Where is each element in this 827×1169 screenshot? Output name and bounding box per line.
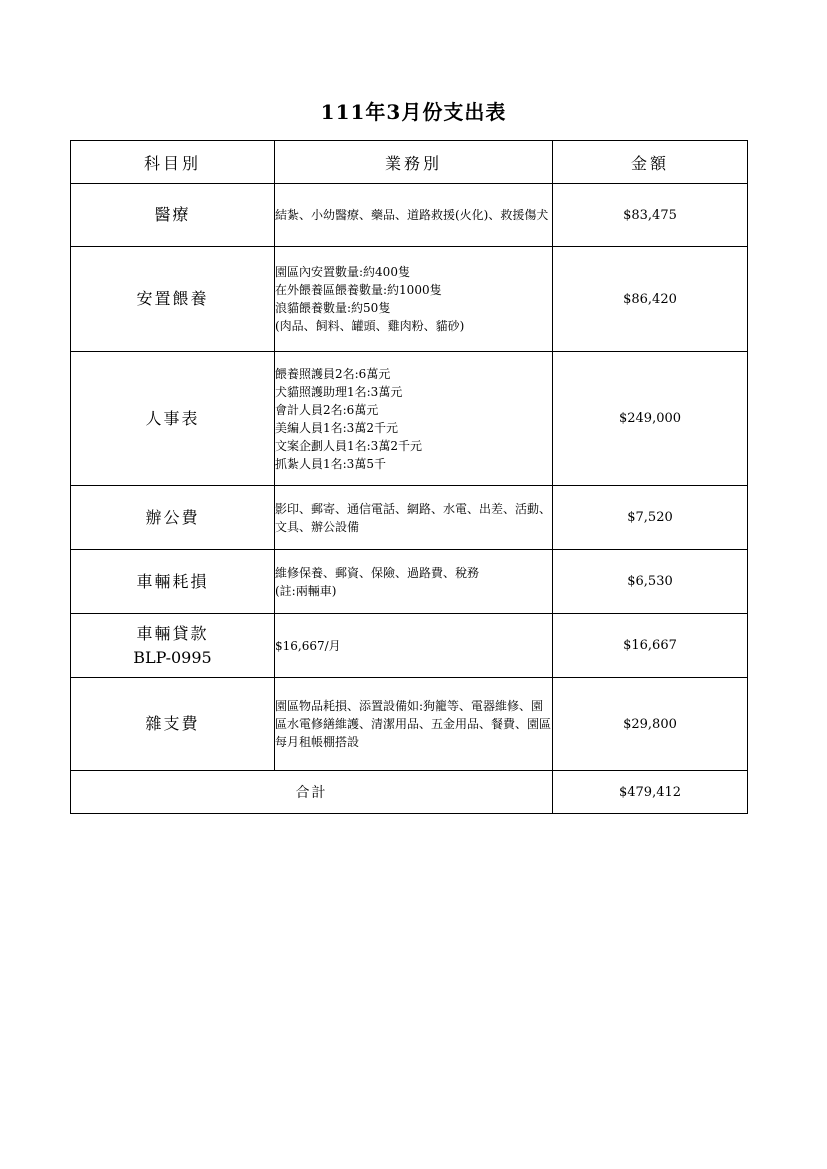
row-category: 醫療 <box>71 184 275 247</box>
page-title: 111年3月份支出表 <box>320 100 507 124</box>
expense-table <box>70 140 748 814</box>
row-amount: $16,667 <box>553 614 748 678</box>
header-amount: 金額 <box>553 141 748 184</box>
total-label: 合計 <box>71 771 553 814</box>
row-category: 辦公費 <box>71 486 275 550</box>
row-description: 結紮、小幼醫療、藥品、道路救援(火化)、救援傷犬 <box>275 184 553 247</box>
table-row <box>71 247 748 352</box>
table-row <box>71 352 748 486</box>
table-row <box>71 184 748 247</box>
row-category: 車輛貸款 <box>136 623 209 643</box>
row-amount: $83,475 <box>553 184 748 247</box>
table-header-row <box>71 141 748 184</box>
header-business: 業務別 <box>275 141 553 184</box>
row-amount: $86,420 <box>553 247 748 352</box>
total-row <box>71 771 748 814</box>
row-category: 安置餵養 <box>71 247 275 352</box>
row-description: 餵養照護員2名:6萬元 犬貓照護助理1名:3萬元 會計人員2名:6萬元 美編人員1名:3萬2千元 文案企劃人員1名:3萬2千元 抓紮人員1名:3萬5千 <box>275 352 553 486</box>
row-category: 雜支費 <box>71 678 275 771</box>
row-description: 園區內安置數量:約400隻 在外餵養區餵養數量:約1000隻 浪貓餵養數量:約50隻 (肉品、飼料、罐頭、雞肉粉、貓砂) <box>275 247 553 352</box>
row-description: 影印、郵寄、通信電話、網路、水電、出差、活動、文具、辦公設備 <box>275 486 553 550</box>
row-category-plate: BLP-0995 <box>133 647 212 667</box>
row-amount: $7,520 <box>553 486 748 550</box>
row-description: 維修保養、郵資、保險、過路費、稅務 (註:兩輛車) <box>275 550 553 614</box>
row-category: 車輛耗損 <box>71 550 275 614</box>
table-row <box>71 614 748 678</box>
row-description: 園區物品耗損、添置設備如:狗籠等、電器維修、園區水電修繕維護、清潔用品、五金用品、餐費、園區每月租帳棚搭設 <box>275 678 553 771</box>
total-amount: $479,412 <box>553 771 748 814</box>
row-amount: $29,800 <box>553 678 748 771</box>
table-row <box>71 678 748 771</box>
header-category: 科目別 <box>71 141 275 184</box>
table-row <box>71 550 748 614</box>
table-row <box>71 486 748 550</box>
row-category: 人事表 <box>71 352 275 486</box>
row-category-cell <box>71 614 275 678</box>
row-amount: $6,530 <box>553 550 748 614</box>
row-amount: $249,000 <box>553 352 748 486</box>
row-description: $16,667/月 <box>275 614 553 678</box>
